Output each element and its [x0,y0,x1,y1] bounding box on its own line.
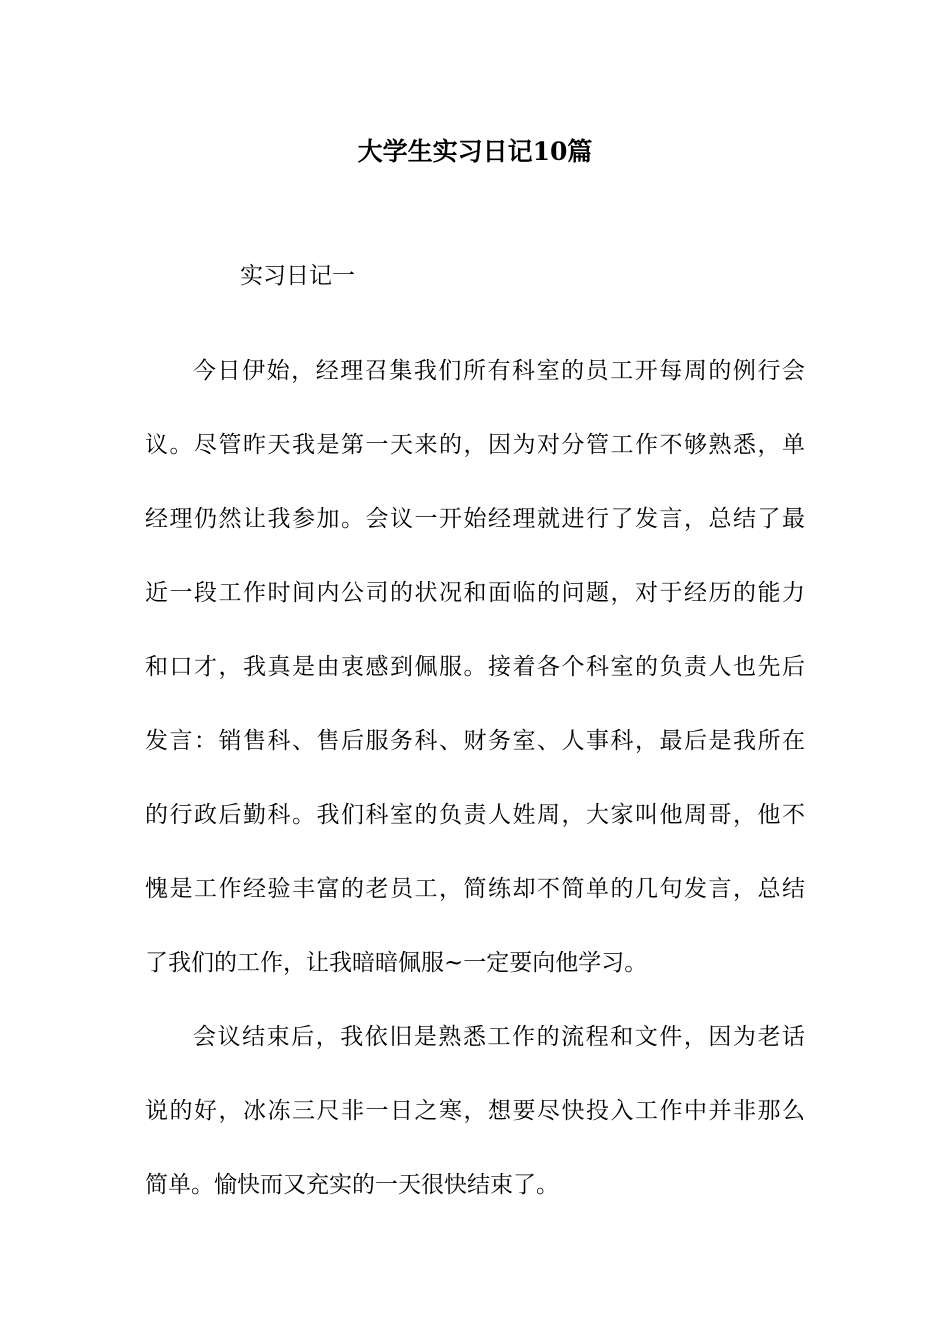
paragraph-line: 发言：销售科、售后服务科、财务室、人事科，最后是我所在 [145,728,805,754]
paragraph-line: 经理仍然让我参加。会议一开始经理就进行了发言，总结了最 [145,506,805,532]
paragraph-line: 的行政后勤科。我们科室的负责人姓周，大家叫他周哥，他不 [145,802,805,828]
paragraph-line: 近一段工作时间内公司的状况和面临的问题，对于经历的能力 [145,580,805,606]
paragraph-line: 了我们的工作，让我暗暗佩服~一定要向他学习。 [145,950,648,976]
paragraph-line: 和口才，我真是由衷感到佩服。接着各个科室的负责人也先后 [145,654,805,680]
document-body [145,334,805,1222]
paragraph-1 [145,334,805,1000]
paragraph-line: 愧是工作经验丰富的老员工，简练却不简单的几句发言，总结 [145,876,805,902]
paragraph-line: 简单。愉快而又充实的一天很快结束了。 [145,1172,559,1198]
paragraph-line: 议。尽管昨天我是第一天来的，因为对分管工作不够熟悉，单 [145,432,805,458]
document-title: 大学生实习日记10篇 [357,137,593,166]
paragraph-line: 今日伊始，经理召集我们所有科室的员工开每周的例行会 [193,358,805,384]
section-heading: 实习日记一 [240,263,355,289]
paragraph-line: 说的好，冰冻三尺非一日之寒，想要尽快投入工作中并非那么 [145,1098,805,1124]
paragraph-line: 会议结束后，我依旧是熟悉工作的流程和文件，因为老话 [193,1024,805,1050]
paragraph-2 [145,1000,805,1222]
